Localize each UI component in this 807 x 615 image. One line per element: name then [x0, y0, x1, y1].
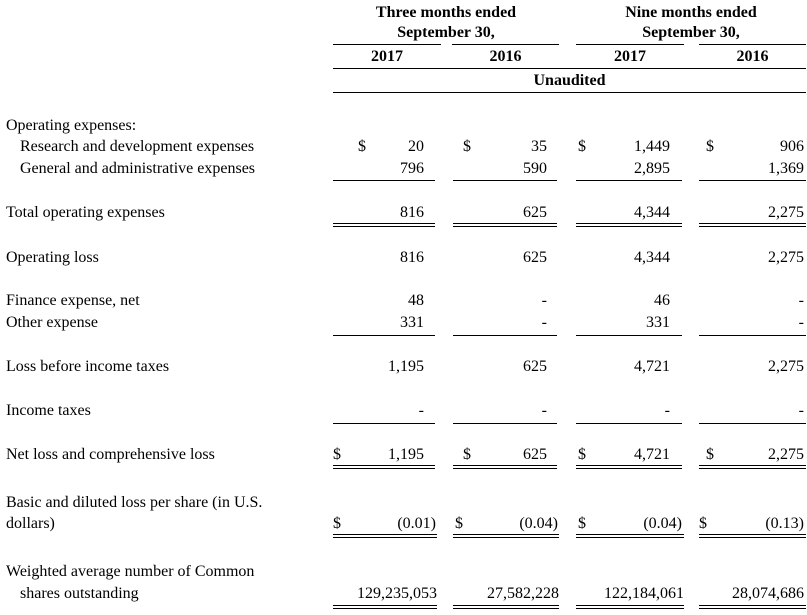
- cell-net-loss-9m2017: 4,721: [634, 446, 670, 463]
- cell-shares-9m2017: 122,184,061: [604, 585, 684, 602]
- cell-gna-9m2016: 1,369: [768, 160, 804, 177]
- dollar-sign: $: [358, 138, 366, 155]
- row-label-eps-line1: Basic and diluted loss per share (in U.S.: [6, 494, 263, 511]
- row-label-finance: Finance expense, net: [6, 292, 140, 309]
- subtotal-rule: [453, 423, 557, 424]
- dollar-sign: $: [706, 138, 714, 155]
- cell-total-opex-9m2016: 2,275: [768, 204, 804, 221]
- double-rule: [576, 605, 684, 609]
- header-rule: [333, 68, 806, 69]
- subtotal-rule: [333, 423, 435, 424]
- dollar-sign: $: [463, 138, 471, 155]
- row-label-rnd: Research and development expenses: [20, 138, 255, 155]
- subtotal-rule: [453, 335, 557, 336]
- cell-tax-q2017: -: [418, 402, 424, 419]
- header-underline: [452, 44, 559, 45]
- cell-op-loss-9m2017: 4,344: [634, 249, 670, 266]
- row-label-net-loss: Net loss and comprehensive loss: [6, 446, 215, 463]
- subtotal-rule: [453, 180, 557, 181]
- row-label-shares-line2: shares outstanding: [20, 585, 139, 602]
- row-label-loss-before-tax: Loss before income taxes: [6, 358, 170, 375]
- cell-other-q2017: 331: [400, 314, 424, 331]
- cell-eps-q2016: (0.04): [519, 515, 558, 532]
- cell-net-loss-q2016: 625: [523, 446, 547, 463]
- cell-total-opex-q2016: 625: [523, 204, 547, 221]
- double-rule: [333, 223, 435, 227]
- cell-tax-9m2017: -: [664, 402, 670, 419]
- row-label-opex-heading: Operating expenses:: [6, 117, 137, 134]
- cell-finance-9m2017: 46: [654, 292, 670, 309]
- dollar-sign: $: [699, 515, 707, 532]
- subtotal-rule: [699, 180, 806, 181]
- dollar-sign: $: [333, 446, 341, 463]
- double-rule: [576, 465, 682, 469]
- double-rule: [333, 605, 437, 609]
- cell-other-9m2016: -: [798, 314, 804, 331]
- header-rule: [333, 92, 806, 93]
- cell-finance-q2016: -: [541, 292, 547, 309]
- double-rule: [576, 534, 684, 538]
- dollar-sign: $: [455, 515, 463, 532]
- dollar-sign: $: [578, 446, 586, 463]
- row-label-op-loss: Operating loss: [6, 249, 99, 266]
- dollar-sign: $: [578, 515, 586, 532]
- year-2017-q: 2017: [371, 48, 403, 65]
- double-rule: [699, 605, 806, 609]
- header-nine-months-line1: Nine months ended: [625, 4, 757, 21]
- cell-total-opex-9m2017: 4,344: [634, 204, 670, 221]
- cell-net-loss-9m2016: 2,275: [768, 446, 804, 463]
- cell-op-loss-q2016: 625: [523, 249, 547, 266]
- double-rule: [333, 465, 435, 469]
- year-2016-9m: 2016: [736, 48, 769, 65]
- header-underline: [576, 44, 684, 45]
- row-label-total-opex: Total operating expenses: [6, 204, 165, 221]
- subtotal-rule: [576, 180, 682, 181]
- cell-rnd-9m2016: 906: [780, 138, 804, 155]
- cell-total-opex-q2017: 816: [400, 204, 424, 221]
- cell-lbt-q2016: 625: [523, 358, 547, 375]
- cell-gna-q2017: 796: [400, 160, 424, 177]
- year-2017-9m: 2017: [614, 48, 646, 65]
- subtotal-rule: [576, 423, 682, 424]
- double-rule: [453, 465, 557, 469]
- cell-rnd-q2017: 20: [408, 138, 424, 155]
- row-label-eps-line2: dollars): [6, 515, 55, 532]
- header-underline: [333, 44, 441, 45]
- cell-other-q2016: -: [541, 314, 547, 331]
- cell-tax-q2016: -: [541, 402, 547, 419]
- cell-lbt-9m2016: 2,275: [768, 358, 804, 375]
- subtotal-rule: [333, 335, 435, 336]
- cell-op-loss-q2017: 816: [400, 249, 424, 266]
- cell-eps-q2017: (0.01): [397, 515, 436, 532]
- row-label-gna: General and administrative expenses: [20, 160, 256, 177]
- cell-shares-9m2016: 28,074,686: [732, 585, 804, 602]
- cell-eps-9m2017: (0.04): [643, 515, 682, 532]
- cell-finance-9m2016: -: [798, 292, 804, 309]
- cell-lbt-q2017: 1,195: [388, 358, 424, 375]
- cell-shares-q2016: 27,582,228: [487, 585, 559, 602]
- unaudited-label: Unaudited: [533, 72, 606, 89]
- year-2016-q: 2016: [489, 48, 522, 65]
- double-rule: [699, 465, 806, 469]
- dollar-sign: $: [706, 446, 714, 463]
- subtotal-rule: [333, 180, 435, 181]
- row-label-income-taxes: Income taxes: [6, 402, 91, 419]
- cell-rnd-q2016: 35: [531, 138, 547, 155]
- row-label-other: Other expense: [6, 314, 98, 331]
- header-three-months-line2: September 30,: [397, 24, 495, 41]
- header-nine-months-line2: September 30,: [642, 24, 740, 41]
- subtotal-rule: [576, 335, 682, 336]
- subtotal-rule: [699, 423, 806, 424]
- header-three-months-line1: Three months ended: [375, 4, 517, 21]
- dollar-sign: $: [578, 138, 586, 155]
- double-rule: [699, 534, 806, 538]
- dollar-sign: $: [463, 446, 471, 463]
- row-label-shares-line1: Weighted average number of Common: [6, 563, 255, 580]
- cell-shares-q2017: 129,235,053: [357, 585, 437, 602]
- double-rule: [453, 605, 559, 609]
- double-rule: [333, 534, 437, 538]
- double-rule: [576, 223, 682, 227]
- cell-rnd-9m2017: 1,449: [634, 138, 670, 155]
- double-rule: [699, 223, 806, 227]
- cell-eps-9m2016: (0.13): [765, 515, 804, 532]
- double-rule: [453, 534, 559, 538]
- cell-lbt-9m2017: 4,721: [634, 358, 670, 375]
- cell-gna-9m2017: 2,895: [634, 160, 670, 177]
- cell-net-loss-q2017: 1,195: [388, 446, 424, 463]
- cell-finance-q2017: 48: [408, 292, 424, 309]
- dollar-sign: $: [333, 515, 341, 532]
- cell-gna-q2016: 590: [523, 160, 547, 177]
- cell-other-9m2017: 331: [646, 314, 670, 331]
- cell-tax-9m2016: -: [798, 402, 804, 419]
- cell-op-loss-9m2016: 2,275: [768, 249, 804, 266]
- double-rule: [453, 223, 557, 227]
- header-underline: [699, 44, 806, 45]
- subtotal-rule: [699, 335, 806, 336]
